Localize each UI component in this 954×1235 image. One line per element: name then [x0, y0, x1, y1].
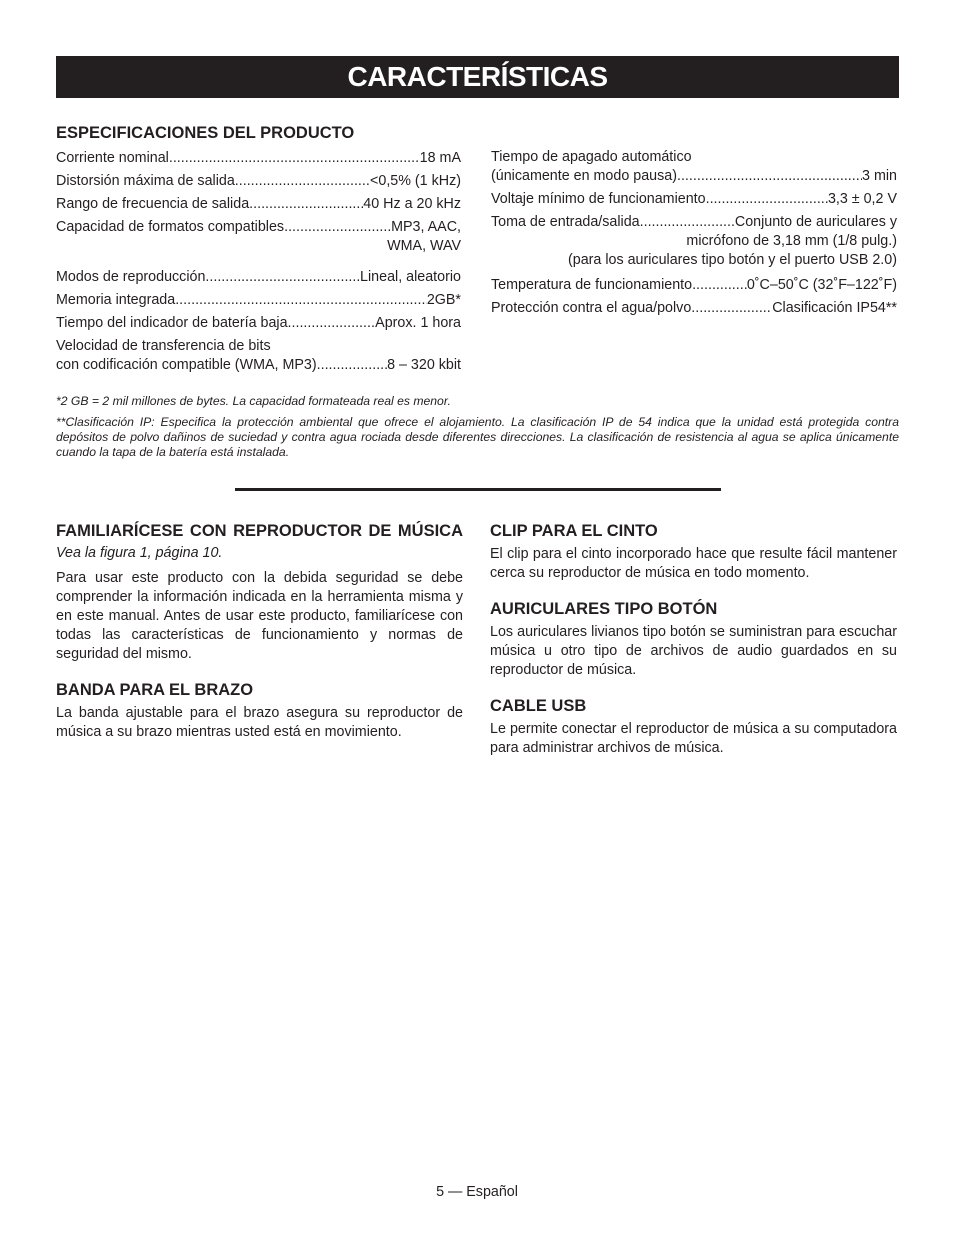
section-heading-beltclip: CLIP PARA EL CINTO: [490, 522, 658, 540]
section-divider: [235, 488, 721, 491]
spec-row: con codificación compatible (WMA, MP3) ..... 8 – 320 kbit: [56, 356, 461, 375]
section-heading-usb: CABLE USB: [490, 697, 587, 715]
section-heading-earbuds: AURICULARES TIPO BOTÓN: [490, 600, 718, 618]
section-heading-armband: BANDA PARA EL BRAZO: [56, 681, 254, 699]
spec-row-continuation: WMA, WAV: [387, 238, 461, 254]
beltclip-body: El clip para el cinto incorporado hace que resulte fácil mantener cerca su reproductor de música en todo momento.: [490, 546, 897, 581]
spec-row: Capacidad de formatos compatibles ..... MP3, AAC,: [56, 218, 461, 237]
specs-right-column: [491, 148, 897, 318]
footnote: **Clasificación IP: Especifica la protección ambiental que ofrece el alojamiento. La clasificación IP de 54 indica que la unidad está protegida contra depósitos de polvo dañinos de suciedad y contra agua rociada desde diferentes direcciones. La clasificación de resistencia al agua se aplica únicamente cuando la tapa de la batería está instalada.: [56, 415, 899, 459]
spec-row: Voltaje mínimo de funcionamiento ..... 3,3 ± 0,2 V: [491, 190, 897, 209]
figure-reference: Vea la figura 1, página 10.: [56, 545, 223, 561]
spec-row-label: Velocidad de transferencia de bits: [56, 338, 271, 354]
spec-row-label: Tiempo de apagado automático: [491, 149, 692, 165]
earbuds-body: Los auriculares livianos tipo botón se suministran para escuchar música u otro tipo de archivos de audio guardados en su reproductor de música.: [490, 624, 897, 678]
specs-left-column: [56, 122, 461, 375]
page-title-banner: [56, 56, 899, 98]
spec-row: Rango de frecuencia de salida ..... 40 Hz a 20 kHz: [56, 195, 461, 214]
page-title: CARACTERÍSTICAS: [347, 61, 608, 92]
spec-row: Distorsión máxima de salida ..... <0,5% (1 kHz): [56, 172, 461, 191]
left-text-column: [56, 520, 463, 742]
spec-row: Toma de entrada/salida ..... Conjunto de auriculares y: [491, 213, 897, 232]
spec-row: Memoria integrada ..... 2GB*: [56, 291, 461, 310]
spec-row: Temperatura de funcionamiento ..... 0˚C–50˚C (32˚F–122˚F): [491, 276, 897, 295]
spec-row: Tiempo del indicador de batería baja ..... Aprox. 1 hora: [56, 314, 461, 333]
section-heading-familiarize: FAMILIARÍCESE CON REPRODUCTOR DE MÚSICA: [56, 522, 463, 540]
spec-row: Modos de reproducción ..... Lineal, aleatorio: [56, 268, 461, 287]
spec-row: (únicamente en modo pausa) ..... 3 min: [491, 167, 897, 186]
footnotes: [56, 394, 899, 466]
footnote: *2 GB = 2 mil millones de bytes. La capacidad formateada real es menor.: [56, 394, 451, 408]
specs-heading: ESPECIFICACIONES DEL PRODUCTO: [56, 124, 355, 142]
spec-row: Protección contra el agua/polvo ..... Clasificación IP54**: [491, 299, 897, 318]
right-text-column: [490, 520, 897, 758]
usb-body: Le permite conectar el reproductor de música a su computadora para administrar archivos de música.: [490, 721, 897, 756]
spec-row-continuation: micrófono de 3,18 mm (1/8 pulg.): [686, 233, 897, 249]
spec-row: Corriente nominal ..... 18 mA: [56, 149, 461, 168]
spec-row-continuation: (para los auriculares tipo botón y el puerto USB 2.0): [567, 252, 897, 268]
familiarize-body: Para usar este producto con la debida seguridad se debe comprender la información indicada en la herramienta misma y en este manual. Antes de usar este producto, familiarícese con todas las características de funcionamiento y normas de seguridad del mismo.: [56, 570, 463, 662]
armband-body: La banda ajustable para el brazo asegura su reproductor de música a su brazo mientras usted está en movimiento.: [56, 705, 463, 740]
page-footer: 5 — Español: [436, 1184, 518, 1200]
